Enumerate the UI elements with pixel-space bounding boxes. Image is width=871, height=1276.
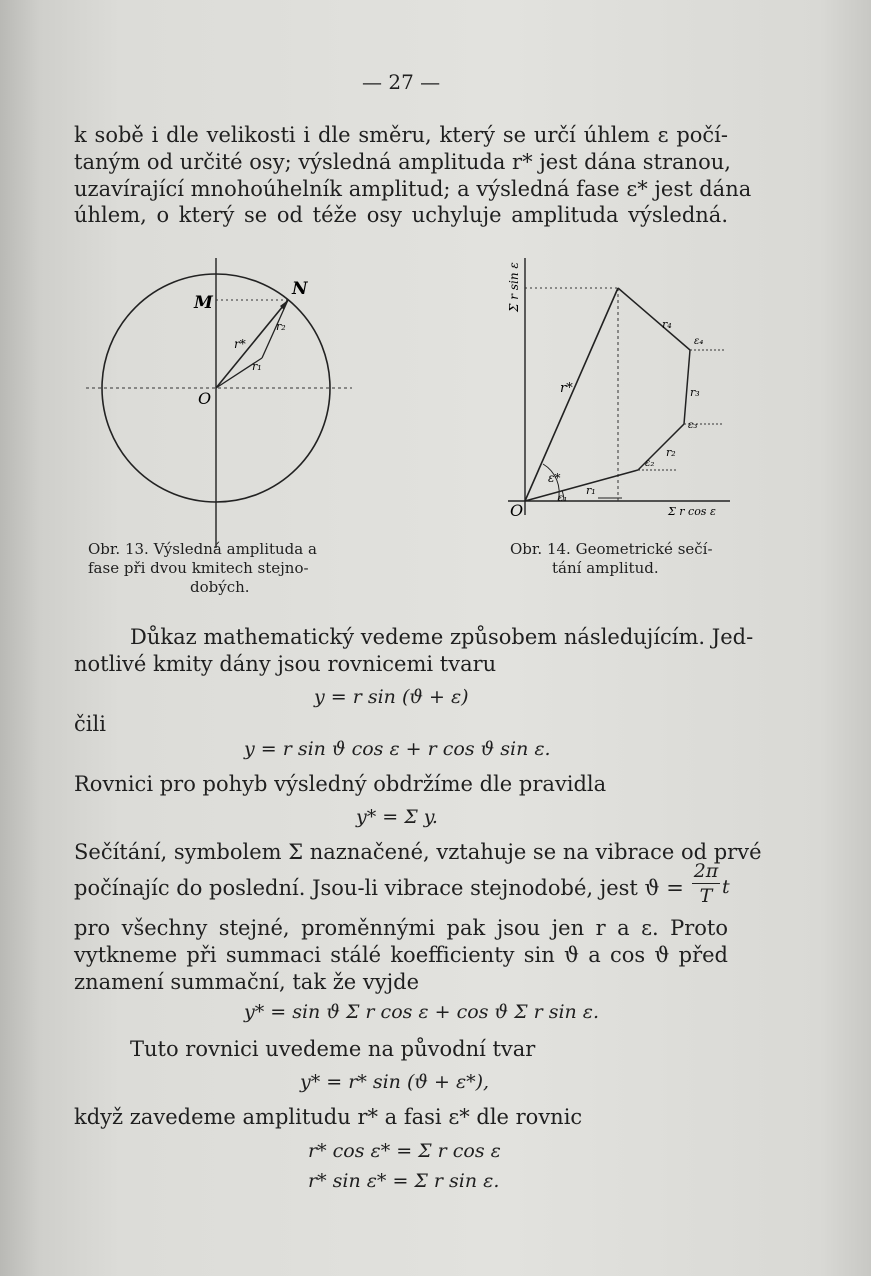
line-rovnici: Rovnici pro pohyb výsledný obdržíme dle pravidla xyxy=(74,772,607,796)
line-tuto: Tuto rovnici uvedeme na původní tvar xyxy=(130,1037,536,1061)
figure13-caption-line2: fase při dvou kmitech stejno- xyxy=(88,559,309,577)
fraction-numerator: 2π xyxy=(693,860,719,882)
line-kdyz: když zavedeme amplitudu r* a fasi ε* dle rovnic xyxy=(74,1105,583,1129)
figure14-caption-line1: Obr. 14. Geometrické sečí- xyxy=(510,540,713,558)
fraction-variable: t xyxy=(722,876,730,898)
equation-2: y = r sin ϑ cos ε + r cos ϑ sin ε. xyxy=(244,738,551,760)
figure14-label-eps-star: ε* xyxy=(548,471,561,485)
figure13-label-r1: r₁ xyxy=(252,360,262,373)
paragraph1-line3: uzavírající mnohoúhelník amplitud; a výsledná fase ε* jest dána xyxy=(74,177,752,201)
paragraph3-line1: Sečítání, symbolem Σ naznačené, vztahuje se na vibrace od prvé xyxy=(74,840,762,864)
figure14-label-r-star: r* xyxy=(560,381,573,396)
figure13-label-r-star: r* xyxy=(234,337,246,351)
equation-5: y* = r* sin (ϑ + ε*), xyxy=(300,1071,490,1093)
equation-4: y* = sin ϑ Σ r cos ε + cos ϑ Σ r sin ε. xyxy=(244,1001,600,1023)
figure14-label-e3: ε₃ xyxy=(688,420,698,431)
equation-3: y* = Σ y. xyxy=(356,806,438,828)
figure14-caption-line2: tání amplitud. xyxy=(552,559,659,577)
figure14-label-O: O xyxy=(510,501,524,520)
figure14-label-e1: ε₁ xyxy=(558,493,568,504)
word-cili: čili xyxy=(74,712,106,736)
figure13-diagram xyxy=(80,258,360,548)
figure14-label-r4: r₄ xyxy=(662,318,672,331)
figure14-label-axis-y: Σ r sin ε xyxy=(507,262,521,312)
figure13-label-O: O xyxy=(198,389,212,408)
paragraph2-line2: notlivé kmity dány jsou rovnicemi tvaru xyxy=(74,652,497,676)
figure14-label-e4: ε₄ xyxy=(694,336,704,347)
paragraph1-line1: k sobě i dle velikosti i dle směru, který se určí úhlem ε počí- xyxy=(74,123,728,147)
figure14-label-r1: r₁ xyxy=(586,484,596,497)
fraction-denominator: T xyxy=(699,885,713,907)
figure13-label-M: M xyxy=(194,293,213,313)
paragraph1-line2: taným od určité osy; výsledná amplituda r* jest dána stranou, xyxy=(74,150,731,174)
paragraph3-line3: pro všechny stejné, proměnnými pak jsou jen r a ε. Proto xyxy=(74,916,728,940)
figure14-label-e2: ε₂ xyxy=(645,458,655,469)
figure14-label-axis-x: Σ r cos ε xyxy=(668,505,716,518)
figure13-label-r2: r₂ xyxy=(276,320,286,333)
figure14-label-r2: r₂ xyxy=(666,446,676,459)
figure13-label-N: N xyxy=(292,279,308,299)
figure14-label-r3: r₃ xyxy=(690,386,700,399)
figure13-resultant-r-star xyxy=(216,300,288,388)
equation-1: y = r sin (ϑ + ε) xyxy=(314,686,469,708)
figure14-diagram xyxy=(498,250,748,530)
page-number: — 27 — xyxy=(362,70,441,94)
paragraph3-line2: počínajíc do poslední. Jsou-li vibrace stejnodobé, jest ϑ = xyxy=(74,876,684,900)
paragraph3-line4: vytkneme při summaci stálé koefficienty sin ϑ a cos ϑ před xyxy=(74,943,728,967)
equation-7: r* sin ε* = Σ r sin ε. xyxy=(308,1170,500,1192)
figure13-caption-line3: dobých. xyxy=(190,578,250,596)
equation-6: r* cos ε* = Σ r cos ε xyxy=(308,1140,501,1162)
paragraph3-line5: znamení summační, tak že vyjde xyxy=(74,970,420,994)
fraction-bar xyxy=(692,883,720,884)
paragraph1-line4: úhlem, o který se od téže osy uchyluje amplituda výsledná. xyxy=(74,203,728,227)
fraction xyxy=(692,860,720,907)
paragraph2-line1: Důkaz mathematický vedeme způsobem následujícím. Jed- xyxy=(130,625,754,649)
figure13-caption-line1: Obr. 13. Výsledná amplituda a xyxy=(88,540,317,558)
